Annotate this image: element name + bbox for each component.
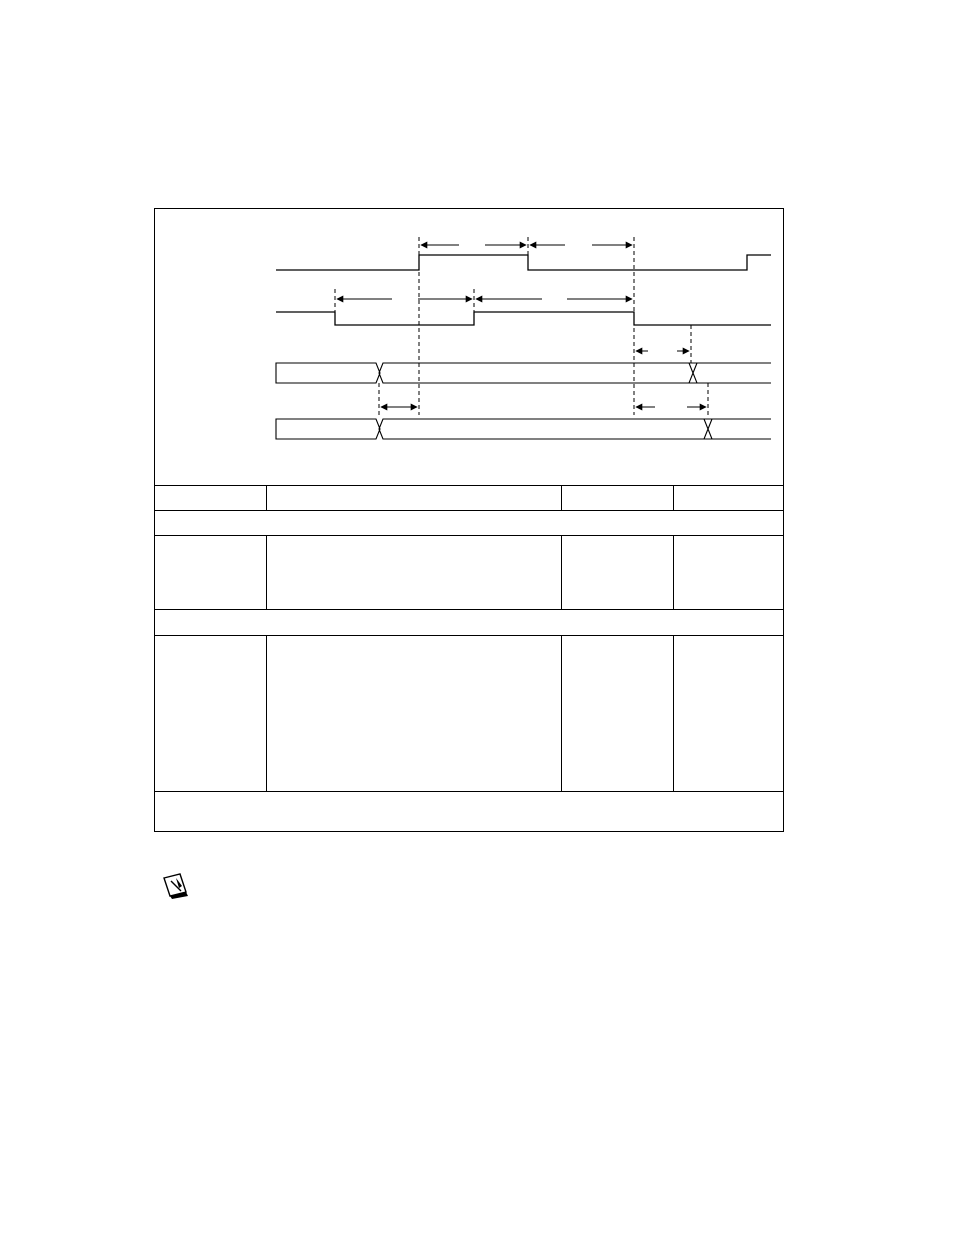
table-col-divider: [266, 635, 267, 791]
signal-3-bus: [276, 363, 771, 383]
table-section-1-rule: [155, 535, 783, 536]
table-col-divider: [673, 635, 674, 791]
table-col-divider: [561, 535, 562, 609]
table-bottom-rule: [155, 791, 783, 792]
table-row-rule: [155, 609, 783, 610]
table-col-divider: [561, 635, 562, 791]
table-section-2-rule: [155, 635, 783, 636]
timing-reference-lines: [335, 237, 708, 415]
signal-2-waveform: [276, 312, 771, 325]
table-col-divider: [561, 485, 562, 510]
table-top-rule: [155, 485, 783, 486]
timing-diagram: [155, 209, 785, 489]
note-pencil-icon: [160, 872, 192, 900]
table-col-divider: [673, 535, 674, 609]
signal-1-waveform: [276, 255, 771, 270]
table-col-divider: [673, 485, 674, 510]
table-col-divider: [266, 535, 267, 609]
signal-4-bus: [276, 419, 771, 439]
figure-box: [154, 208, 784, 832]
table-col-divider: [266, 485, 267, 510]
table-header-rule: [155, 510, 783, 511]
